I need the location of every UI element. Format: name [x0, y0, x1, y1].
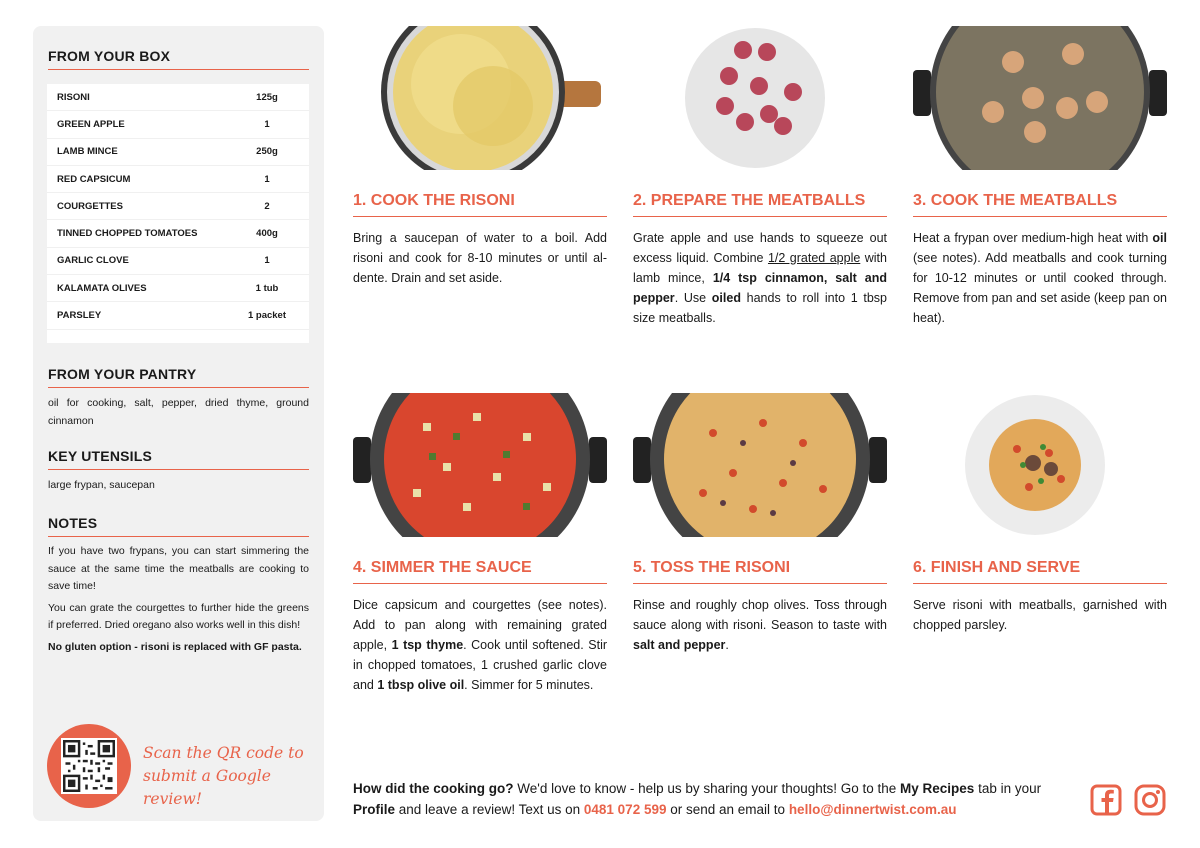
step-5-text-bold: salt and pepper: [633, 638, 726, 652]
ingredient-qty: 250g: [256, 146, 278, 158]
ingredient-name: PARSLEY: [57, 310, 102, 322]
step-4-text: [353, 595, 607, 695]
step-4-text-c: . Cook until softened. Stir in chopped tomatoes, 1 crushed garlic clove and: [353, 638, 608, 692]
table-row: [47, 193, 309, 220]
step-2-text-d: . Use: [674, 291, 712, 305]
ingredient-name: COURGETTES: [57, 200, 123, 212]
step-4-text-bold-1: 1 tsp thyme: [391, 638, 464, 652]
ingredient-name: TINNED CHOPPED TOMATOES: [57, 228, 198, 240]
ingredient-qty: 1: [264, 173, 270, 185]
step-1-text: Bring a saucepan of water to a boil. Add risoni and cook for 8-10 minutes or until al-dente. Drain and set aside.: [353, 231, 607, 285]
ingredient-name: LAMB MINCE: [57, 146, 118, 158]
step-5-text: [633, 595, 887, 655]
ingredient-name: GREEN APPLE: [57, 118, 125, 130]
step-2-text-a: Grate apple and use hands to squeeze out excess liquid. Combine: [633, 231, 887, 265]
sidebar: [33, 26, 324, 821]
tossed-risoni-image: [633, 393, 887, 537]
simmering-sauce-image: [353, 393, 607, 537]
table-row: [47, 166, 309, 193]
footer-text-3: and leave a review! Text us on: [395, 802, 584, 817]
step-2-text-b: with lamb mince,: [633, 251, 887, 285]
table-row: [47, 111, 309, 138]
notes-body: [48, 543, 309, 660]
ingredients-table: [47, 84, 309, 343]
step-4-text-bold-2: 1 tbsp olive oil: [377, 678, 465, 692]
pantry-text: oil for cooking, salt, pepper, dried thyme, ground cinnamon: [48, 397, 309, 427]
step-5-title: 5. TOSS THE RISONI: [633, 559, 887, 584]
qr-caption: [143, 742, 313, 811]
utensils-text: large frypan, saucepan: [48, 479, 155, 491]
ingredient-qty: 1: [264, 118, 270, 130]
step-5-text-a: Rinse and roughly chop olives. Toss through sauce along with risoni. Season to taste with: [633, 598, 887, 632]
ingredient-name: KALAMATA OLIVES: [57, 282, 147, 294]
step-2-title: 2. PREPARE THE MEATBALLS: [633, 192, 887, 217]
step-6-title: 6. FINISH AND SERVE: [913, 559, 1167, 584]
step-3-text-bold: oil: [1152, 231, 1167, 245]
raw-meatballs-image: [633, 26, 887, 170]
ingredient-name: GARLIC CLOVE: [57, 255, 129, 267]
instagram-icon[interactable]: [1134, 784, 1166, 816]
footer-text-2: tab in your: [974, 781, 1042, 796]
step-5-text-c: .: [725, 638, 729, 652]
pantry-title: FROM YOUR PANTRY: [48, 366, 309, 388]
step-2-text-bold-1: 1/4 tsp cinnamon, salt and pepper: [633, 271, 887, 305]
profile-link[interactable]: Profile: [353, 802, 396, 817]
note-2: You can grate the courgettes to further hide the greens if preferred. Dried oregano also works well in this dish!: [48, 601, 309, 631]
step-3-text: [913, 228, 1167, 328]
from-box-title: FROM YOUR BOX: [48, 48, 309, 70]
ingredient-qty: 1 tub: [255, 282, 279, 294]
step-3-text-c: (see notes). Add meatballs and cook turning for 10-12 minutes or until cooked through. Remove from pan and set aside (keep pan on heat).: [913, 251, 1167, 325]
qr-caption-line-1: Scan the QR code to: [143, 744, 304, 762]
footer-question: How did the cooking go?: [353, 781, 514, 796]
footer-text-1: We'd love to know - help us by sharing your thoughts! Go to the: [513, 781, 901, 796]
facebook-icon[interactable]: [1090, 784, 1122, 816]
ingredient-qty: 400g: [256, 228, 278, 240]
note-1: If you have two frypans, you can start simmering the sauce at the same time the meatballs are cooking to save time!: [48, 545, 309, 592]
served-dish-image: [913, 393, 1167, 537]
step-3-title: 3. COOK THE MEATBALLS: [913, 192, 1167, 217]
ingredient-name: RED CAPSICUM: [57, 173, 131, 185]
step-2-text-bold-2: oiled: [711, 291, 741, 305]
qr-badge[interactable]: [47, 724, 131, 808]
table-row: [47, 220, 309, 247]
ingredient-name: RISONI: [57, 91, 90, 103]
my-recipes-link[interactable]: My Recipes: [900, 781, 975, 796]
table-row: [47, 248, 309, 275]
ingredient-qty: 125g: [256, 91, 278, 103]
cooking-meatballs-image: [913, 26, 1167, 170]
step-2-text: [633, 228, 887, 328]
phone-number[interactable]: 0481 072 599: [583, 802, 667, 817]
ingredient-qty: 1 packet: [247, 310, 287, 322]
step-4-title: 4. SIMMER THE SAUCE: [353, 559, 607, 584]
table-row: [47, 302, 309, 329]
table-row: [47, 275, 309, 302]
step-1-title: 1. COOK THE RISONI: [353, 192, 607, 217]
table-row: [47, 84, 309, 111]
note-3: No gluten option - risoni is replaced with GF pasta.: [48, 640, 302, 653]
step-2-text-f: hands to roll into 1 tbsp size meatballs.: [633, 291, 887, 325]
table-row: [47, 139, 309, 166]
step-4-text-a: Dice capsicum and courgettes (see notes). Add to pan along with remaining grated apple,: [353, 598, 607, 652]
email-link[interactable]: hello@dinnertwist.com.au: [788, 802, 957, 817]
step-4-text-e: . Simmer for 5 minutes.: [464, 678, 594, 692]
risoni-pot-image: [353, 26, 607, 170]
ingredient-qty: 2: [264, 200, 270, 212]
utensils-title: KEY UTENSILS: [48, 448, 309, 470]
step-2-text-underlined: 1/2 grated apple: [767, 251, 861, 265]
notes-title: NOTES: [48, 515, 309, 537]
qr-code-icon[interactable]: [61, 738, 117, 794]
qr-caption-line-2: submit a Google review!: [143, 767, 271, 808]
footer-text-4: or send an email to: [666, 802, 789, 817]
review-footer: [353, 778, 1073, 820]
ingredient-qty: 1: [264, 255, 270, 267]
step-3-text-a: Heat a frypan over medium-high heat with: [913, 231, 1153, 245]
step-6-text: Serve risoni with meatballs, garnished with chopped parsley.: [913, 598, 1167, 632]
